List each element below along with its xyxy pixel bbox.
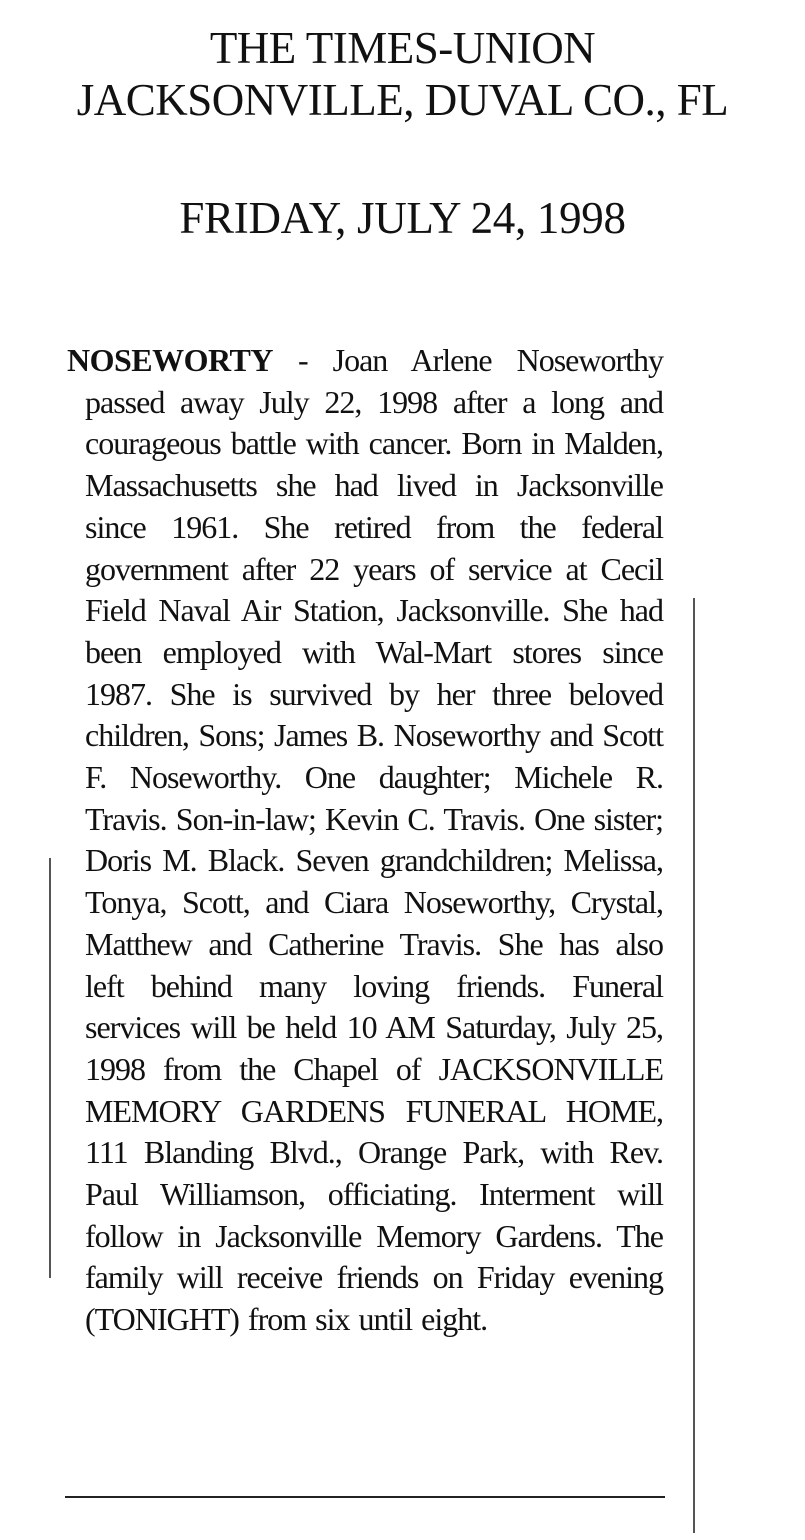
column-rule-bottom xyxy=(65,1496,665,1498)
column-rule-left xyxy=(49,858,51,1278)
obituary-body: Joan Arlene Noseworthy passed away July 22, 1998 after a long and courageous battle with cancer. Born in Malden, Massachusetts she had lived in Jacksonville since 1961. She retired from the federal government after 22 years of service at Cecil Field Naval Air Station, Jacksonville. She had been employed with Wal-Mart stores since 1987. She is survived by her three beloved children, Sons; James B. Noseworthy and Scott F. Noseworthy. One daughter; Michele R. Travis. Son-in-law; Kevin C. Travis. One sister; Doris M. Black. Seven grandchildren; Melissa, Tonya, Scott, and Ciara Noseworthy, Crystal, Matthew and Catherine Travis. She has also left behind many loving friends. Funeral services will be held 10 AM Saturday, July 25, 1998 from the Chapel of JACKSONVILLE MEMORY GARDENS FUNERAL HOME, 111 Blanding Blvd., Orange Park, with Rev. Paul Williamson, officiating. Interment will follow in Jacksonville Memory Gardens. The family will receive friends on Friday evening (TONIGHT) from six until eight. xyxy=(85,342,663,1338)
paper-location: JACKSONVILLE, DUVAL CO., FL xyxy=(76,75,729,125)
obituary-text xyxy=(67,340,663,1341)
obituary-notice xyxy=(67,340,663,1341)
paper-name: THE TIMES-UNION xyxy=(209,23,596,73)
publication-date: FRIDAY, JULY 24, 1998 xyxy=(179,193,626,243)
column-rule-right xyxy=(693,598,695,1533)
obituary-separator: - xyxy=(272,342,333,378)
obituary-surname: NOSEWORTY xyxy=(67,342,273,378)
masthead xyxy=(0,22,805,126)
